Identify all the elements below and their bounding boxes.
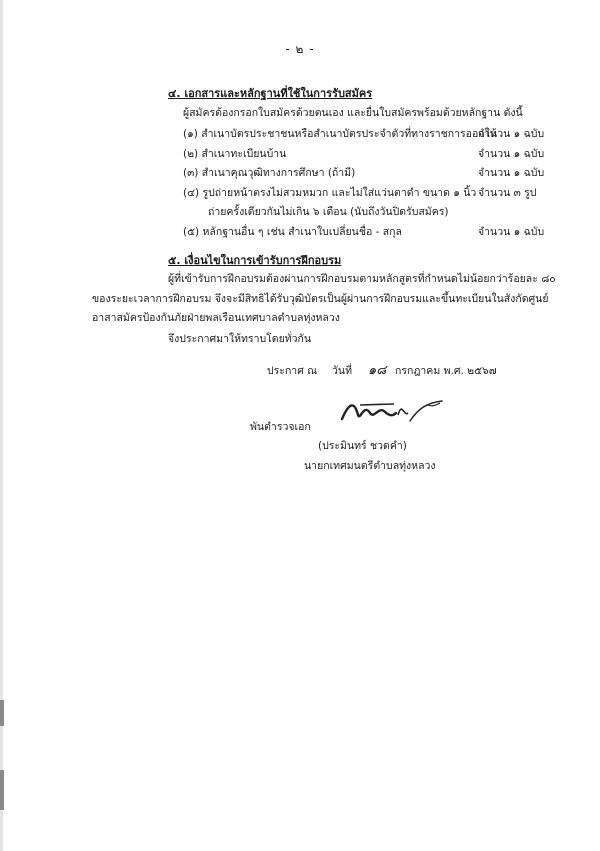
signatory-rank: พันตำรวจเอก [250,421,311,433]
page-number: - ๒ - [285,42,315,56]
scan-mark [0,770,4,810]
announce-day: ๑๘ [368,363,387,378]
doc-item-4-qty: จำนวน ๓ รูป [478,187,537,199]
doc-item-5-label: (๕) หลักฐานอื่น ๆ เช่น สำเนาใบเปลี่ยนชื่อ - สกุล [183,226,402,238]
signatory-name: (ประมินทร์ ชวดคำ) [318,440,407,452]
doc-item-1-label: (๑) สำเนาบัตรประชาชนหรือสำเนาบัตรประจำตัวที่ทางราชการออกให้ [183,128,497,140]
announce-prefix: ประกาศ ณ [267,365,317,377]
announce-day-label: วันที่ [332,365,352,377]
doc-item-5-qty: จำนวน ๑ ฉบับ [478,226,545,238]
doc-item-2-label: (๒) สำเนาทะเบียนบ้าน [183,148,287,160]
section4-heading: ๔. เอกสารและหลักฐานที่ใช้ในการรับสมัคร [168,87,373,100]
doc-item-1-qty: จำนวน ๑ ฉบับ [478,128,545,140]
signature-mark [340,395,445,427]
signatory-title: นายกเทศมนตรีตำบลทุ่งหลวง [304,460,436,472]
announce-month-year: กรกฎาคม พ.ศ. ๒๕๖๗ [395,365,497,377]
section4-intro: ผู้สมัครต้องกรอกใบสมัครด้วยตนเอง และยื่นใบสมัครพร้อมด้วยหลักฐาน ดังนี้ [183,107,523,119]
closing-text: จึงประกาศมาให้ทราบโดยทั่วกัน [168,333,312,345]
section5-heading: ๕. เงื่อนไขในการเข้ารับการฝึกอบรม [168,254,342,267]
doc-item-4-continuation: ถ่ายครั้งเดียวกันไม่เกิน ๖ เดือน (นับถึงวันปิดรับสมัคร) [208,206,449,218]
doc-item-2-qty: จำนวน ๑ ฉบับ [478,148,545,160]
section5-line-2: ของระยะเวลาการฝึกอบรม จึงจะมีสิทธิได้รับวุฒิบัตรเป็นผู้ผ่านการฝึกอบรมและขึ้นทะเบียนในสังกัดศูนย์ [92,293,549,305]
section5-line-3: อาสาสมัครป้องกันภัยฝ่ายพลเรือนเทศบาลตำบลทุ่งหลวง [92,312,340,324]
doc-item-4-label: (๔) รูปถ่ายหน้าตรงไม่สวมหมวก และไม่ใส่แว่นตาดำ ขนาด ๑ นิ้ว [183,187,477,199]
doc-item-3-qty: จำนวน ๑ ฉบับ [478,167,545,179]
doc-item-3-label: (๓) สำเนาคุณวุฒิทางการศึกษา (ถ้ามี) [183,167,356,179]
scan-mark [0,700,4,726]
section5-line-1: ผู้ที่เข้ารับการฝึกอบรมต้องผ่านการฝึกอบรมตามหลักสูตรที่กำหนดไม่น้อยกว่าร้อยละ ๘๐ [168,273,556,285]
